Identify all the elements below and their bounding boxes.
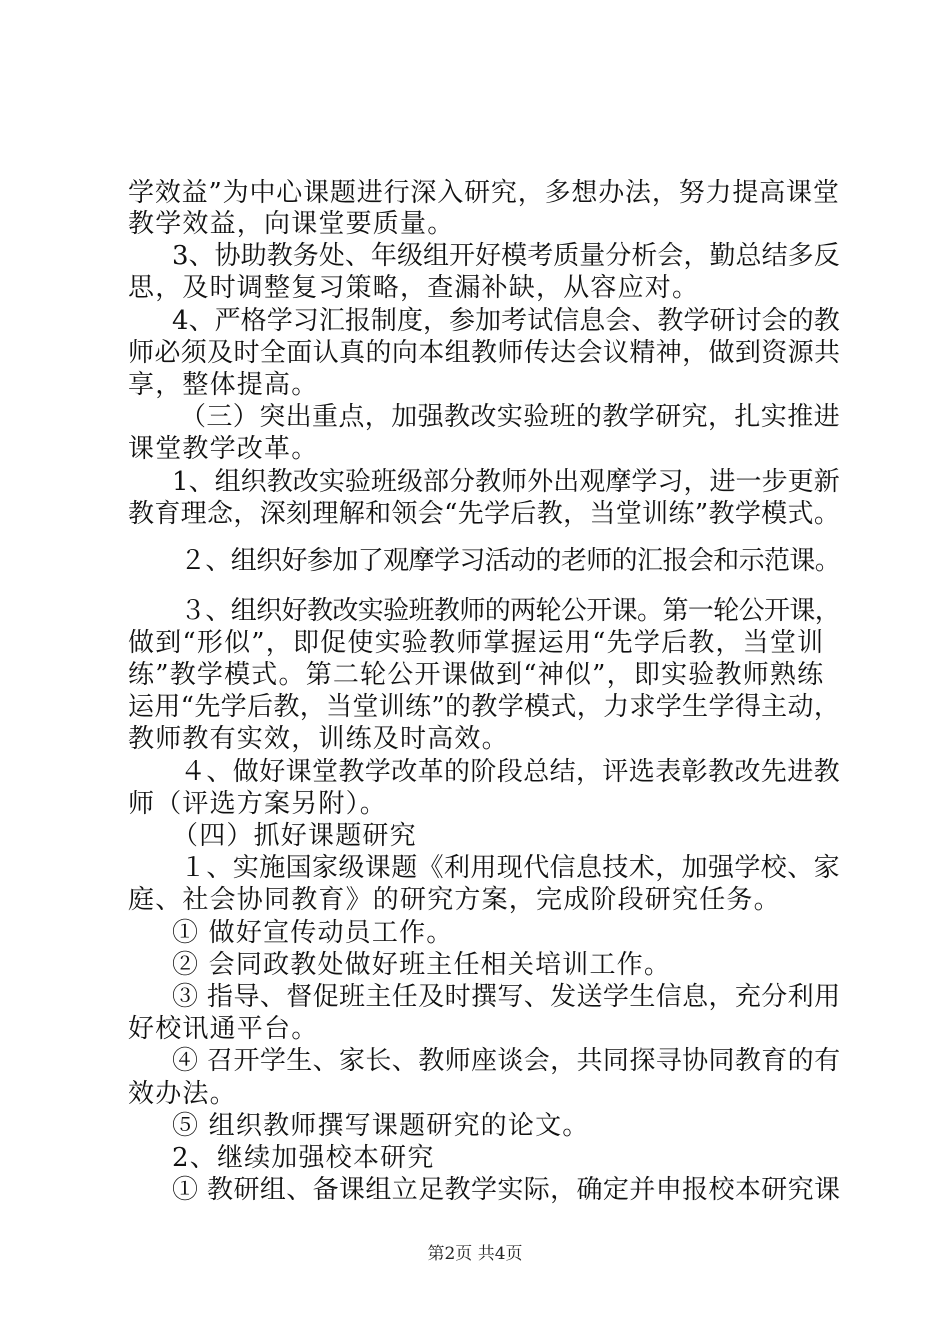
text-line: 师（评选方案另附）。 xyxy=(128,789,388,819)
text-line: ② 会同政教处做好班主任相关培训工作。 xyxy=(172,950,672,980)
text-line: 教育理念，深刻理解和领会“先学后教，当堂训练”教学模式。 xyxy=(128,499,841,529)
text-line: ③ 指导、督促班主任及时撰写、发送学生信息，充分利用 xyxy=(172,982,841,1012)
text-line: 2、继续加强校本研究 xyxy=(172,1143,435,1173)
text-line: ④ 召开学生、家长、教师座谈会，共同探寻协同教育的有 xyxy=(172,1046,841,1076)
text-line: ① 教研组、备课组立足教学实际，确定并申报校本研究课 xyxy=(172,1175,841,1205)
text-line: 1、组织教改实验班级部分教师外出观摩学习，进一步更新 xyxy=(172,467,840,497)
text-line: ２、组织好参加了观摩学习活动的老师的汇报会和示范课。 xyxy=(180,546,841,576)
text-line: 学效益”为中心课题进行深入研究，多想办法，努力提高课堂 xyxy=(128,178,840,208)
text-line: （四）抓好课题研究 xyxy=(172,821,417,851)
text-line: 4、严格学习汇报制度，参加考试信息会、教学研讨会的教 xyxy=(172,306,840,336)
text-line: 做到“形似”，即促使实验教师掌握运用“先学后教，当堂训 xyxy=(128,628,825,658)
text-line: 运用“先学后教，当堂训练”的教学模式，力求学生学得主动， xyxy=(128,692,841,722)
text-line: 享，整体提高。 xyxy=(128,370,319,400)
text-line: ① 做好宣传动员工作。 xyxy=(172,918,454,948)
text-line: （三）突出重点，加强教改实验班的教学研究，扎实推进 xyxy=(180,402,841,432)
text-line: 3、协助教务处、年级组开好模考质量分析会，勤总结多反 xyxy=(172,241,840,271)
text-line: 教学效益，向课堂要质量。 xyxy=(128,209,455,239)
page-footer: 第2页 共4页 xyxy=(427,1244,523,1264)
text-line: ４、做好课堂教学改革的阶段总结，评选表彰教改先进教 xyxy=(180,757,841,787)
text-line: 好校讯通平台。 xyxy=(128,1014,319,1044)
text-line: 效办法。 xyxy=(128,1079,237,1109)
text-line: ３、组织好教改实验班教师的两轮公开课。第一轮公开课， xyxy=(180,596,841,626)
text-line: 师必须及时全面认真的向本组教师传达会议精神，做到资源共 xyxy=(128,338,841,368)
text-line: 思，及时调整复习策略，查漏补缺，从容应对。 xyxy=(128,273,700,303)
text-line: 练”教学模式。第二轮公开课做到“神似”，即实验教师熟练 xyxy=(128,660,825,690)
text-line: 课堂教学改革。 xyxy=(128,434,319,464)
text-line: ⑤ 组织教师撰写课题研究的论文。 xyxy=(172,1111,590,1141)
text-line: 庭、社会协同教育》的研究方案，完成阶段研究任务。 xyxy=(128,885,781,915)
text-line: 教师教有实效，训练及时高效。 xyxy=(128,724,509,754)
text-line: １、实施国家级课题《利用现代信息技术，加强学校、家 xyxy=(180,853,841,883)
